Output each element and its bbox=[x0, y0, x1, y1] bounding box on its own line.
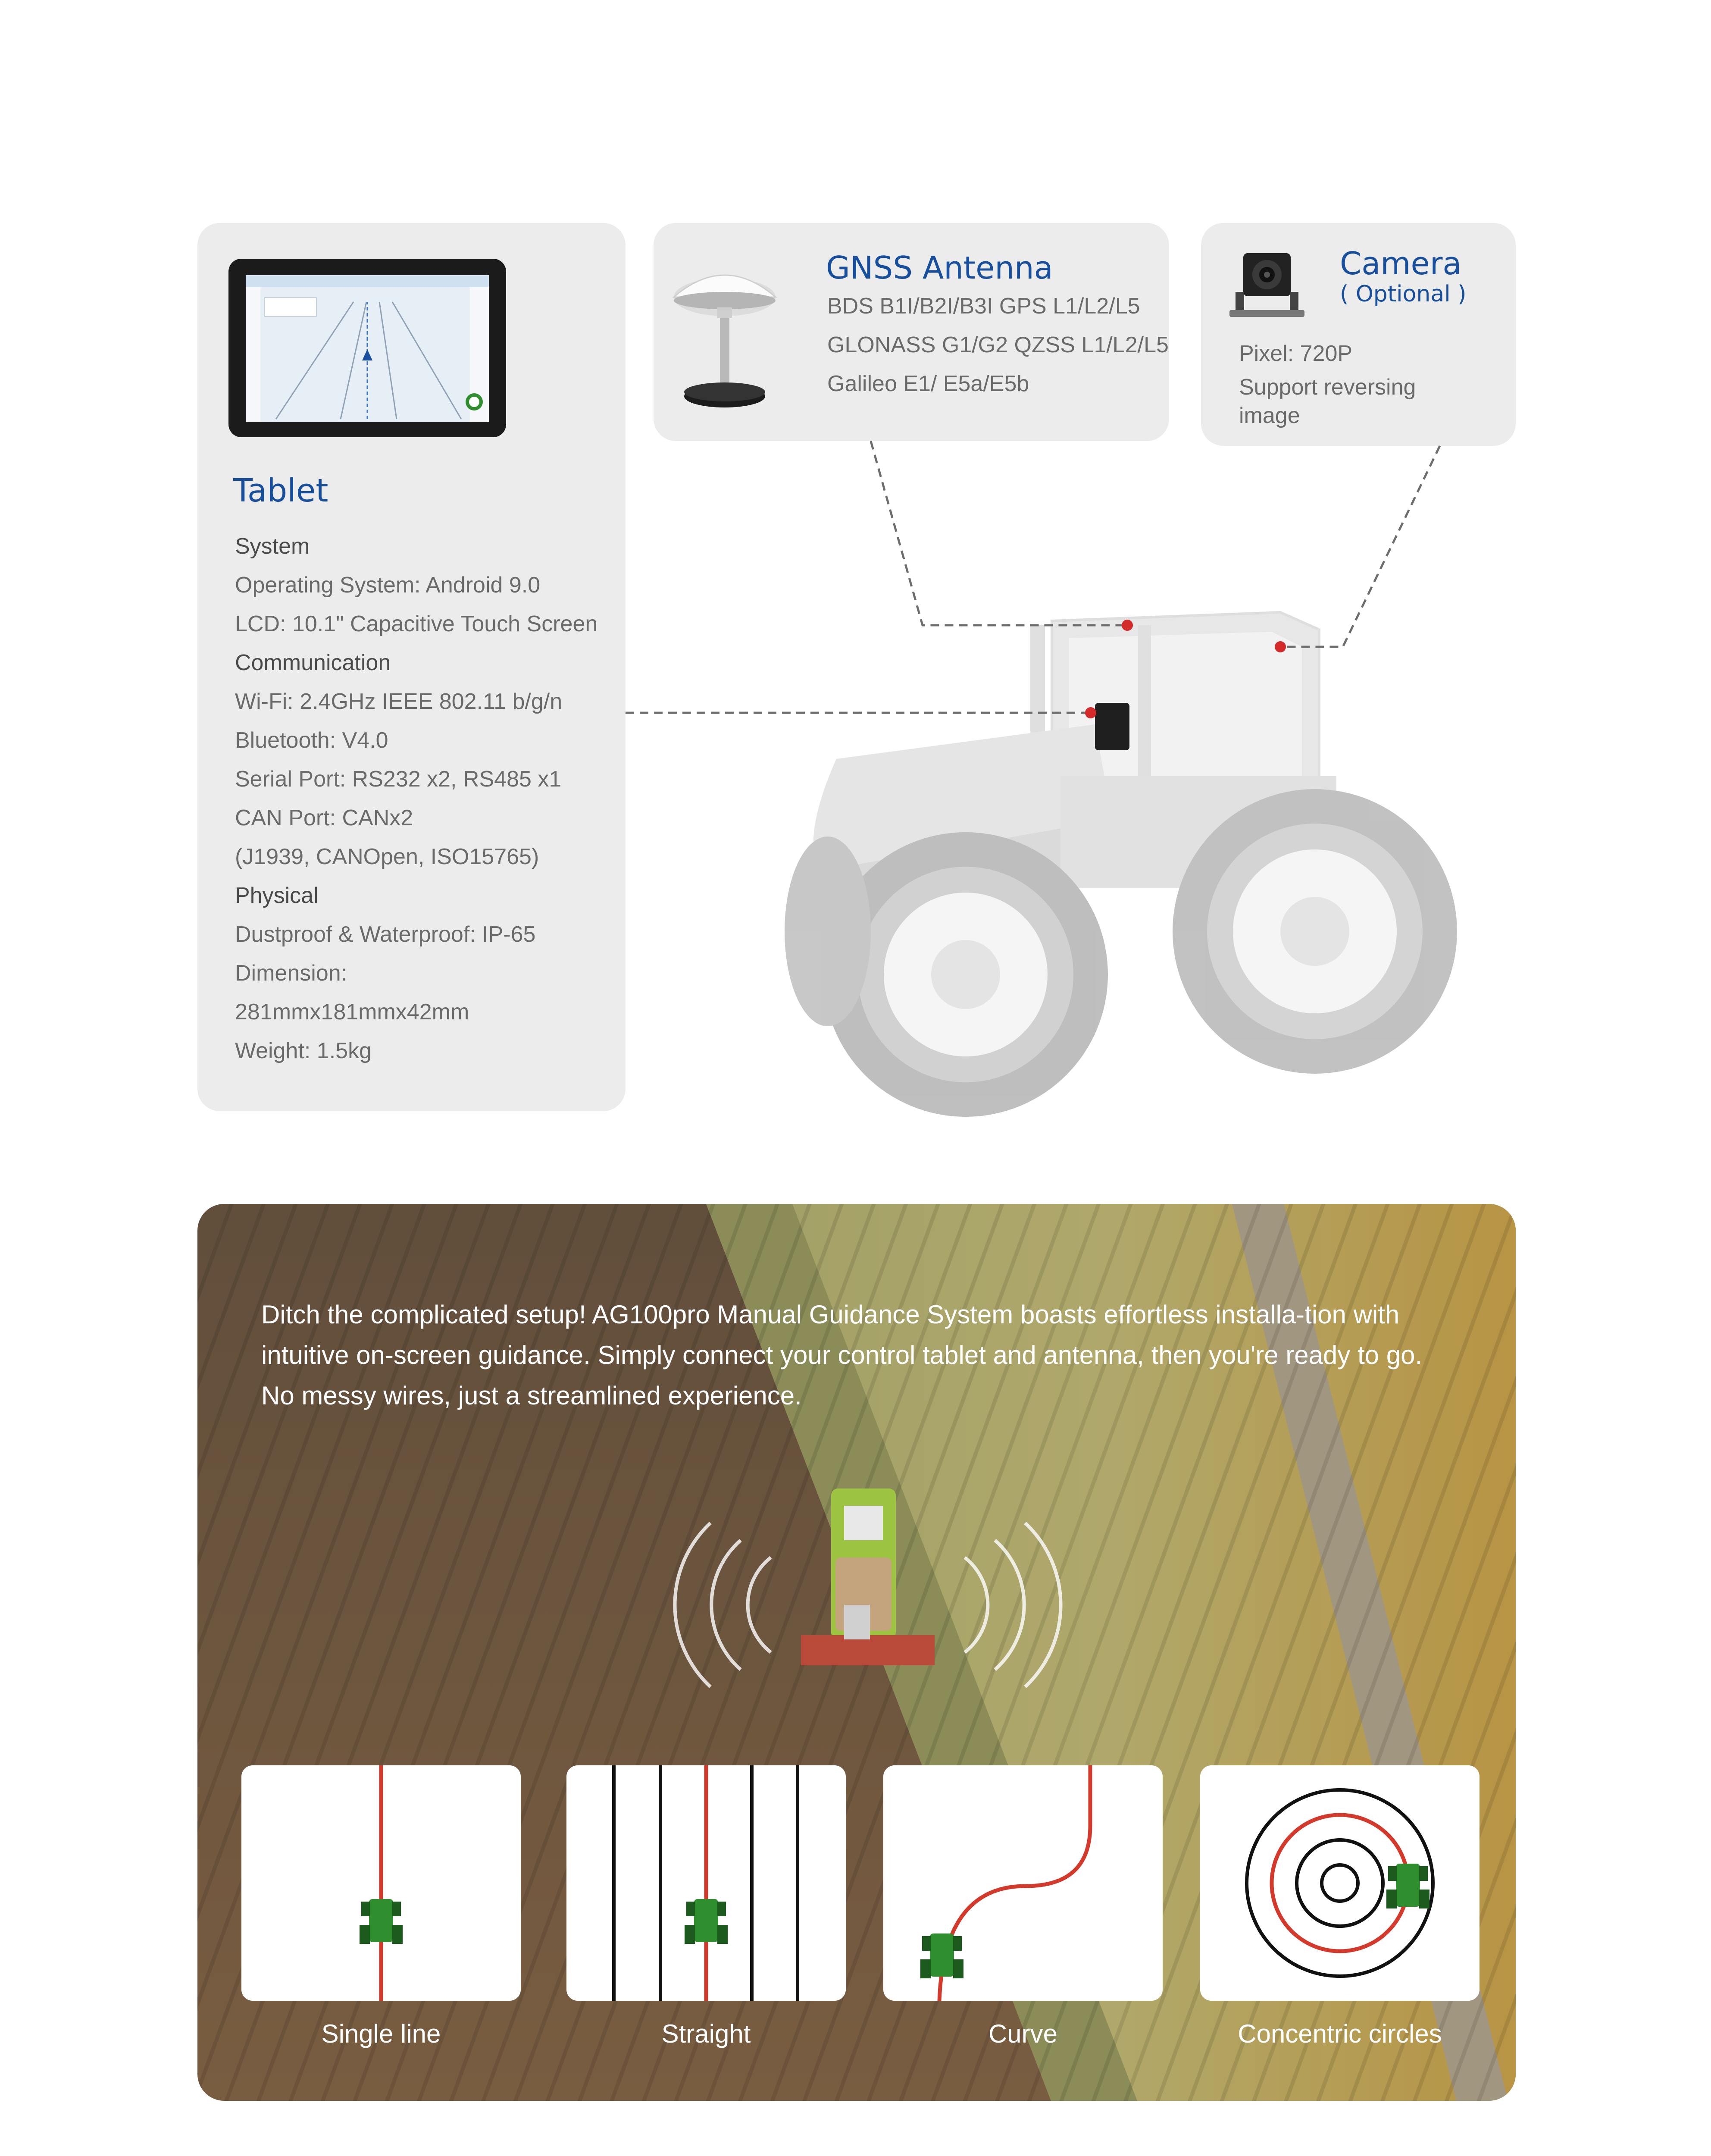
spec-item: Dimension: bbox=[235, 961, 347, 986]
pattern-label-single-line: Single line bbox=[321, 2019, 441, 2048]
gnss-line: Galileo E1/ E5a/E5b bbox=[827, 371, 1029, 396]
gnss-connector bbox=[871, 441, 1127, 625]
gnss-line: GLONASS G1/G2 QZSS L1/L2/L5 bbox=[827, 332, 1169, 357]
spec-item: (J1939, CANOpen, ISO15765) bbox=[235, 844, 539, 869]
single-line-diagram bbox=[241, 1765, 521, 2001]
pattern-label-curve: Curve bbox=[988, 2019, 1058, 2048]
spec-item: Operating System: Android 9.0 bbox=[235, 573, 541, 598]
spec-item: 281mmx181mmx42mm bbox=[235, 1000, 469, 1025]
pattern-card-straight bbox=[566, 1765, 846, 2001]
straight-diagram bbox=[566, 1765, 846, 2001]
tractor-icon bbox=[360, 1899, 403, 1944]
spec-item: CAN Port: CANx2 bbox=[235, 805, 413, 830]
tablet-title: Tablet bbox=[233, 472, 328, 509]
curve-diagram bbox=[883, 1765, 1163, 2001]
spec-item: LCD: 10.1" Capacitive Touch Screen bbox=[235, 611, 598, 636]
tablet-marker bbox=[1085, 707, 1096, 718]
spec-heading: Communication bbox=[235, 650, 391, 675]
tractor-icon bbox=[685, 1899, 728, 1944]
spec-heading: Physical bbox=[235, 883, 319, 908]
spec-item: Wi-Fi: 2.4GHz IEEE 802.11 b/g/n bbox=[235, 689, 563, 714]
camera-title: Camera bbox=[1340, 245, 1462, 282]
spec-heading: System bbox=[235, 534, 310, 559]
camera-line: Pixel: 720P bbox=[1239, 341, 1353, 366]
pattern-card-concentric-circles bbox=[1200, 1765, 1480, 2001]
camera-optional-label: ( Optional ) bbox=[1340, 281, 1467, 307]
camera-line: image bbox=[1239, 403, 1300, 428]
concentric-circles-diagram bbox=[1200, 1765, 1480, 2001]
pattern-label-straight: Straight bbox=[661, 2019, 751, 2048]
pattern-card-single-line bbox=[241, 1765, 521, 2001]
spec-item: Dustproof & Waterproof: IP-65 bbox=[235, 922, 536, 947]
spec-item: Weight: 1.5kg bbox=[235, 1038, 372, 1063]
gnss-marker bbox=[1122, 620, 1133, 631]
spec-item: Serial Port: RS232 x2, RS485 x1 bbox=[235, 767, 562, 792]
pattern-card-curve bbox=[883, 1765, 1163, 2001]
intro-text: Ditch the complicated setup! AG100pro Manual Guidance System boasts effortless installa-tion with intuitive on-screen guidance. Simply connect your control tablet and antenna, then you're ready to go. No messy wires, just a streamlined experience. bbox=[261, 1300, 1423, 1410]
gnss-line: BDS B1I/B2I/B3I GPS L1/L2/L5 bbox=[827, 294, 1140, 319]
tractor-icon bbox=[920, 1934, 963, 1978]
camera-connector bbox=[1280, 446, 1440, 647]
pattern-label-concentric-circles: Concentric circles bbox=[1238, 2019, 1442, 2048]
field-banner bbox=[197, 1204, 1516, 2101]
tractor-icon bbox=[1386, 1864, 1429, 1908]
gnss-title: GNSS Antenna bbox=[826, 250, 1053, 286]
camera-line: Support reversing bbox=[1239, 375, 1416, 400]
spec-item: Bluetooth: V4.0 bbox=[235, 728, 388, 753]
camera-marker bbox=[1275, 641, 1286, 652]
